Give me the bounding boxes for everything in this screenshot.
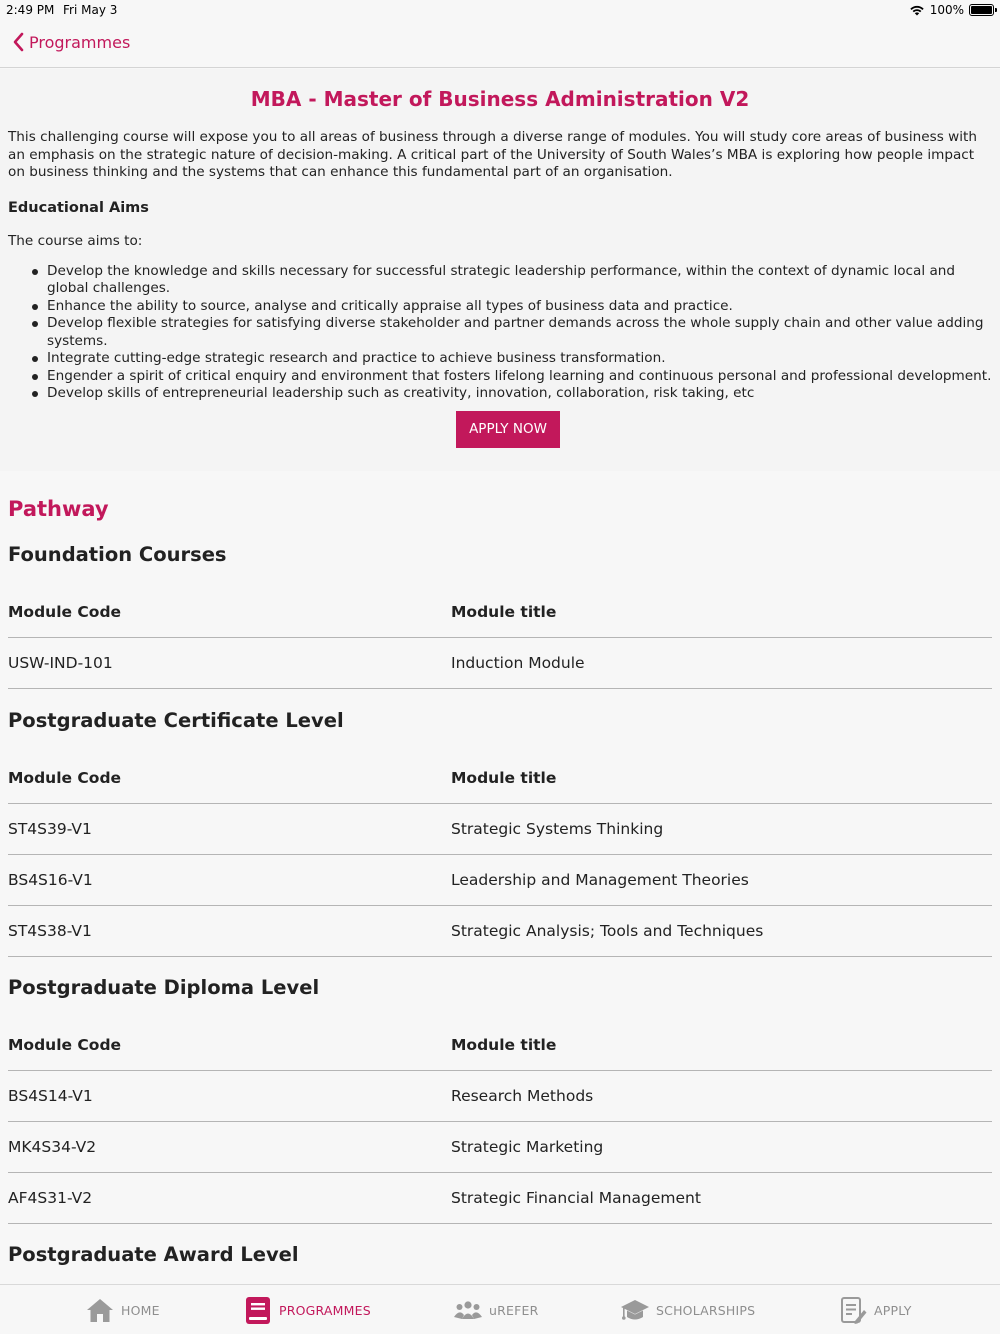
back-button-label: Programmes — [29, 32, 131, 52]
table-header-row — [8, 753, 992, 804]
tab-label: uREFER — [489, 1302, 539, 1318]
level-heading: Foundation Courses — [8, 543, 227, 566]
aims-list — [8, 263, 992, 403]
tab-label: HOME — [121, 1302, 160, 1318]
module-title: Induction Module — [451, 654, 585, 672]
table-row[interactable] — [8, 855, 992, 906]
table-row[interactable] — [8, 804, 992, 855]
module-code: ST4S39-V1 — [8, 820, 92, 838]
module-code: BS4S16-V1 — [8, 871, 93, 889]
tab-urefer[interactable] — [453, 1285, 538, 1334]
aim-item: Engender a spirit of critical enquiry and environment that fosters lifelong learning and continuous personal and professional development. — [8, 368, 992, 386]
table-row[interactable] — [8, 1071, 992, 1122]
module-title: Strategic Systems Thinking — [451, 820, 664, 838]
table-row[interactable] — [8, 1122, 992, 1173]
course-detail-content[interactable] — [0, 69, 1000, 1284]
course-title: MBA - Master of Business Administration V2 — [250, 87, 750, 111]
wifi-icon — [909, 4, 925, 16]
aim-item: Develop skills of entrepreneurial leadership such as creativity, innovation, collaboration, risk taking, etc — [8, 385, 992, 403]
aim-item: Enhance the ability to source, analyse and critically appraise all types of business data and practice. — [8, 298, 992, 316]
status-date: Fri May 3 — [63, 3, 118, 17]
course-description: This challenging course will expose you to all areas of business through a diverse range of modules. You will study core areas of business with an emphasis on the strategic nature of decision-making. A critical part of the University of South Wales’s MBA is exploring how people impact on business thinking and the systems that can enhance this fundamental part of an organisation. — [8, 129, 977, 180]
tab-label: APPLY — [874, 1302, 912, 1318]
tab-home[interactable] — [85, 1285, 160, 1334]
module-title: Leadership and Management Theories — [451, 871, 749, 889]
table-row[interactable] — [8, 638, 992, 689]
graduation-cap-icon — [620, 1295, 650, 1325]
book-icon — [243, 1295, 273, 1325]
status-time: 2:49 PM — [6, 3, 55, 17]
column-header-code: Module Code — [8, 769, 122, 787]
pathway-heading: Pathway — [8, 497, 109, 521]
status-bar — [0, 0, 1000, 22]
aim-item: Develop flexible strategies for satisfying diverse stakeholder and partner demands across the whole supply chain and other value adding systems. — [8, 315, 992, 350]
column-header-title: Module title — [451, 1036, 557, 1054]
module-code: AF4S31-V2 — [8, 1189, 93, 1207]
back-button[interactable] — [10, 31, 130, 53]
module-code: USW-IND-101 — [8, 654, 113, 672]
level-heading: Postgraduate Award Level — [8, 1243, 299, 1266]
module-title: Strategic Marketing — [451, 1138, 604, 1156]
level-heading: Postgraduate Certificate Level — [8, 709, 344, 732]
column-header-title: Module title — [451, 603, 557, 621]
level-heading: Postgraduate Diploma Level — [8, 976, 320, 999]
tab-label: SCHOLARSHIPS — [656, 1302, 756, 1318]
module-title: Research Methods — [451, 1087, 594, 1105]
column-header-title: Module title — [451, 769, 557, 787]
apply-area — [8, 403, 992, 471]
table-row[interactable] — [8, 1173, 992, 1224]
table-header-row — [8, 1020, 992, 1071]
table-header-row — [8, 587, 992, 638]
educational-aims-heading: Educational Aims — [8, 199, 149, 216]
battery-percent: 100% — [929, 3, 964, 17]
column-header-code: Module Code — [8, 1036, 122, 1054]
tab-label: PROGRAMMES — [279, 1302, 371, 1318]
module-title: Strategic Analysis; Tools and Techniques — [451, 922, 764, 940]
tab-programmes[interactable] — [243, 1285, 371, 1334]
tab-scholarships[interactable] — [620, 1285, 755, 1334]
module-code: BS4S14-V1 — [8, 1087, 93, 1105]
battery-icon — [969, 4, 994, 16]
table-row[interactable] — [8, 906, 992, 957]
chevron-left-icon — [10, 31, 28, 53]
status-indicators — [909, 3, 994, 17]
form-icon — [838, 1295, 868, 1325]
module-code: MK4S34-V2 — [8, 1138, 97, 1156]
course-intro — [0, 69, 1000, 471]
aim-item: Integrate cutting-edge strategic research and practice to achieve business transformation. — [8, 350, 992, 368]
people-icon — [453, 1295, 483, 1325]
home-icon — [85, 1295, 115, 1325]
module-title: Strategic Financial Management — [451, 1189, 701, 1207]
column-header-code: Module Code — [8, 603, 122, 621]
module-code: ST4S38-V1 — [8, 922, 92, 940]
aims-intro: The course aims to: — [8, 232, 143, 249]
tab-bar — [0, 1284, 1000, 1334]
tab-apply[interactable] — [838, 1285, 912, 1334]
navigation-bar — [0, 22, 1000, 68]
apply-now-button[interactable]: APPLY NOW — [456, 411, 560, 448]
aim-item: Develop the knowledge and skills necessary for successful strategic leadership performance, within the context of dynamic local and global challenges. — [8, 263, 992, 298]
